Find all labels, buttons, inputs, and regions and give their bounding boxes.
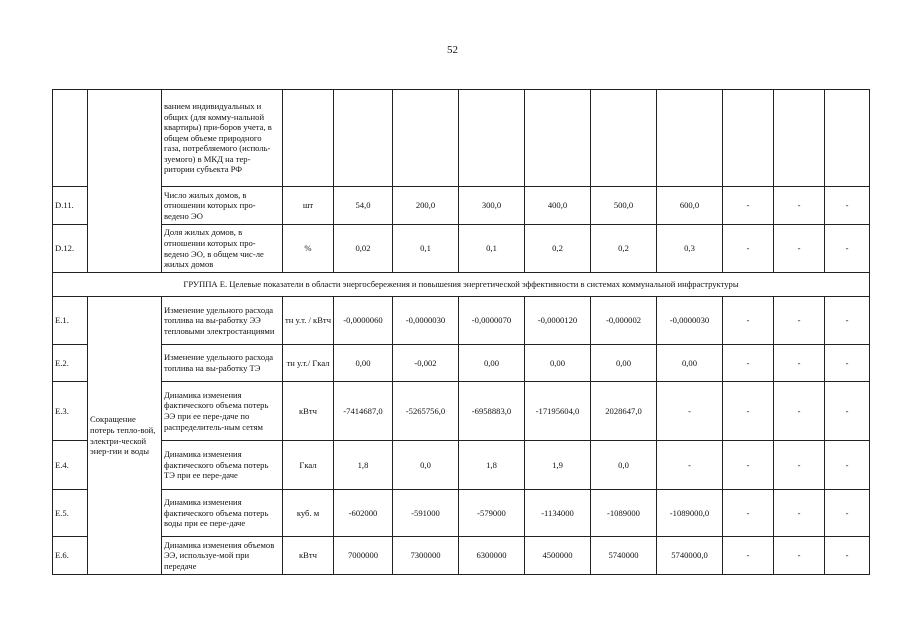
- value-cell: -: [825, 187, 870, 225]
- value-cell: 400,0: [525, 187, 591, 225]
- value-cell: -: [774, 345, 825, 382]
- value-cell: 0,00: [591, 345, 657, 382]
- value-cell: -: [723, 537, 774, 575]
- group-header-row: [53, 273, 870, 297]
- indicator-cell: Изменение удельного расхода топлива на вы-работку ТЭ: [162, 345, 283, 382]
- value-cell: -: [657, 382, 723, 441]
- code-cell: E.2.: [53, 345, 88, 382]
- category-cell: Сокращение потерь тепло-вой, электри-ческой энер-гии и воды: [88, 297, 162, 575]
- value-cell: -0,000002: [591, 297, 657, 345]
- value-cell: 0,00: [334, 345, 393, 382]
- value-cell: -591000: [393, 490, 459, 537]
- value-cell: -: [723, 441, 774, 490]
- value-cell: 200,0: [393, 187, 459, 225]
- value-cell: -: [723, 345, 774, 382]
- value-cell: 1,8: [459, 441, 525, 490]
- value-cell: -17195604,0: [525, 382, 591, 441]
- value-cell: 7300000: [393, 537, 459, 575]
- table-row: [53, 187, 870, 225]
- value-cell: -: [774, 537, 825, 575]
- indicator-cell: Динамика изменения фактического объема потерь ЭЭ при ее пере-даче по распределитель-ным сетям: [162, 382, 283, 441]
- value-cell: 5740000: [591, 537, 657, 575]
- value-cell: -1089000: [591, 490, 657, 537]
- value-cell: 0,0: [591, 441, 657, 490]
- code-cell: E.4.: [53, 441, 88, 490]
- value-cell: 600,0: [657, 187, 723, 225]
- value-cell: 0,02: [334, 225, 393, 273]
- table-row: [53, 537, 870, 575]
- value-cell: -: [774, 490, 825, 537]
- value-cell: -: [774, 225, 825, 273]
- value-cell: -1089000,0: [657, 490, 723, 537]
- table-row: [53, 345, 870, 382]
- value-cell: 2028647,0: [591, 382, 657, 441]
- value-cell: -0,0000120: [525, 297, 591, 345]
- value-cell: -: [774, 187, 825, 225]
- value-cell: 7000000: [334, 537, 393, 575]
- value-cell: -: [774, 297, 825, 345]
- value-cell: -0,0000030: [393, 297, 459, 345]
- value-cell: 0,00: [459, 345, 525, 382]
- value-cell: -: [825, 537, 870, 575]
- unit-cell: кВтч: [283, 537, 334, 575]
- value-cell: -0,002: [393, 345, 459, 382]
- code-cell: E.1.: [53, 297, 88, 345]
- indicator-cell: Доля жилых домов, в отношении которых про-ведено ЭО, в общем чис-ле жилых домов: [162, 225, 283, 273]
- unit-cell: шт: [283, 187, 334, 225]
- value-cell: 0,1: [393, 225, 459, 273]
- value-cell: -: [825, 382, 870, 441]
- value-cell: 0,00: [525, 345, 591, 382]
- value-cell: 500,0: [591, 187, 657, 225]
- value-cell: -: [825, 225, 870, 273]
- value-cell: -: [723, 490, 774, 537]
- value-cell: -: [774, 382, 825, 441]
- value-cell: 300,0: [459, 187, 525, 225]
- value-cell: 54,0: [334, 187, 393, 225]
- value-cell: -0,0000030: [657, 297, 723, 345]
- category-cell: [88, 90, 162, 273]
- indicator-cell: ванием индивидуальных и общих (для комму-нальной квартиры) при-боров учета, в общем объеме природного газа, потребляемого (исполь-зуемого) в МКД на тер-ритории субъекта РФ: [162, 90, 283, 187]
- value-cell: -: [825, 297, 870, 345]
- group-e-title: ГРУППА Е. Целевые показатели в области энергосбережения и повышения энергетической эффективности в системах коммунальной инфраструктуры: [53, 273, 870, 297]
- code-cell: D.12.: [53, 225, 88, 273]
- value-cell: -: [825, 490, 870, 537]
- value-cell: -6958883,0: [459, 382, 525, 441]
- value-cell: 0,1: [459, 225, 525, 273]
- value-cell: 0,00: [657, 345, 723, 382]
- value-cell: 1,9: [525, 441, 591, 490]
- value-cell: -: [723, 382, 774, 441]
- code-cell: E.6.: [53, 537, 88, 575]
- value-cell: -: [723, 187, 774, 225]
- code-cell: E.3.: [53, 382, 88, 441]
- table-row: [53, 490, 870, 537]
- indicator-cell: Число жилых домов, в отношении которых про-ведено ЭО: [162, 187, 283, 225]
- value-cell: -5265756,0: [393, 382, 459, 441]
- table-row: [53, 90, 870, 187]
- value-cell: 1,8: [334, 441, 393, 490]
- table-row: [53, 441, 870, 490]
- page-number: 52: [447, 44, 458, 56]
- value-cell: -579000: [459, 490, 525, 537]
- unit-cell: тн у.т. / кВтч: [283, 297, 334, 345]
- value-cell: 0,2: [591, 225, 657, 273]
- value-cell: 0,3: [657, 225, 723, 273]
- unit-cell: Гкал: [283, 441, 334, 490]
- code-cell: E.5.: [53, 490, 88, 537]
- code-cell: D.11.: [53, 187, 88, 225]
- value-cell: -1134000: [525, 490, 591, 537]
- value-cell: 4500000: [525, 537, 591, 575]
- table-row: [53, 225, 870, 273]
- value-cell: -0,0000060: [334, 297, 393, 345]
- indicator-cell: Изменение удельного расхода топлива на вы-работку ЭЭ тепловыми электростанциями: [162, 297, 283, 345]
- value-cell: 0,0: [393, 441, 459, 490]
- unit-cell: тн у.т./ Гкал: [283, 345, 334, 382]
- value-cell: -0,0000070: [459, 297, 525, 345]
- unit-cell: куб. м: [283, 490, 334, 537]
- value-cell: 0,2: [525, 225, 591, 273]
- value-cell: -7414687,0: [334, 382, 393, 441]
- indicators-table: [52, 89, 870, 575]
- value-cell: -: [723, 225, 774, 273]
- value-cell: -: [825, 345, 870, 382]
- indicator-cell: Динамика изменения объемов ЭЭ, используе-мой при передаче: [162, 537, 283, 575]
- code-cell: [53, 90, 88, 187]
- indicator-cell: Динамика изменения фактического объема потерь ТЭ при ее пере-даче: [162, 441, 283, 490]
- value-cell: -: [657, 441, 723, 490]
- value-cell: -: [825, 441, 870, 490]
- value-cell: -: [723, 297, 774, 345]
- value-cell: -602000: [334, 490, 393, 537]
- unit-cell: %: [283, 225, 334, 273]
- table-row: [53, 297, 870, 345]
- unit-cell: кВтч: [283, 382, 334, 441]
- indicator-cell: Динамика изменения фактического объема потерь воды при ее пере-даче: [162, 490, 283, 537]
- table-row: [53, 382, 870, 441]
- value-cell: -: [774, 441, 825, 490]
- value-cell: 5740000,0: [657, 537, 723, 575]
- value-cell: 6300000: [459, 537, 525, 575]
